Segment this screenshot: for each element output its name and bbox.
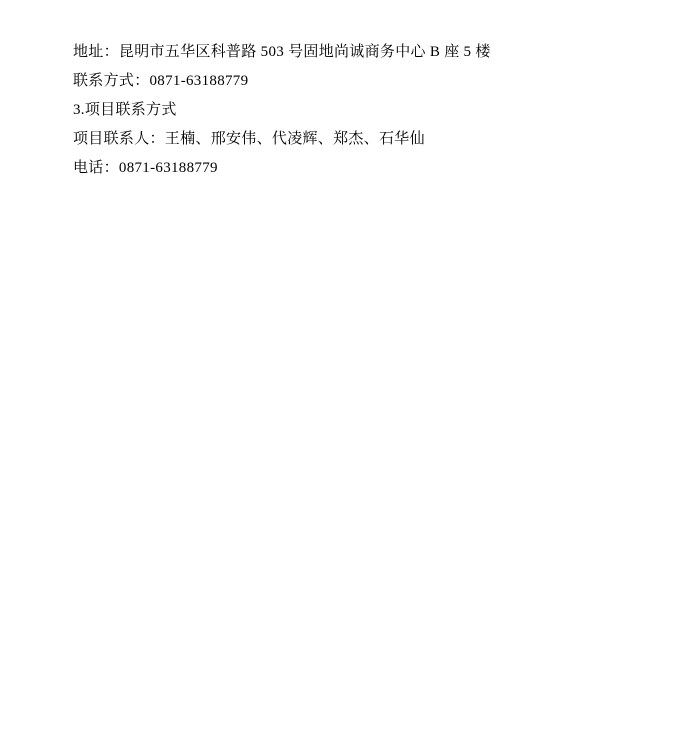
project-contacts-line: 项目联系人：王楠、邢安伟、代凌辉、郑杰、石华仙 xyxy=(73,131,425,147)
address-line: 地址：昆明市五华区科普路 503 号固地尚诚商务中心 B 座 5 楼 xyxy=(73,44,491,60)
section-heading-project-contact: 3.项目联系方式 xyxy=(73,102,177,118)
phone-line: 电话：0871-63188779 xyxy=(73,160,218,176)
contact-method-line: 联系方式：0871-63188779 xyxy=(73,73,249,89)
document-content xyxy=(73,38,635,183)
